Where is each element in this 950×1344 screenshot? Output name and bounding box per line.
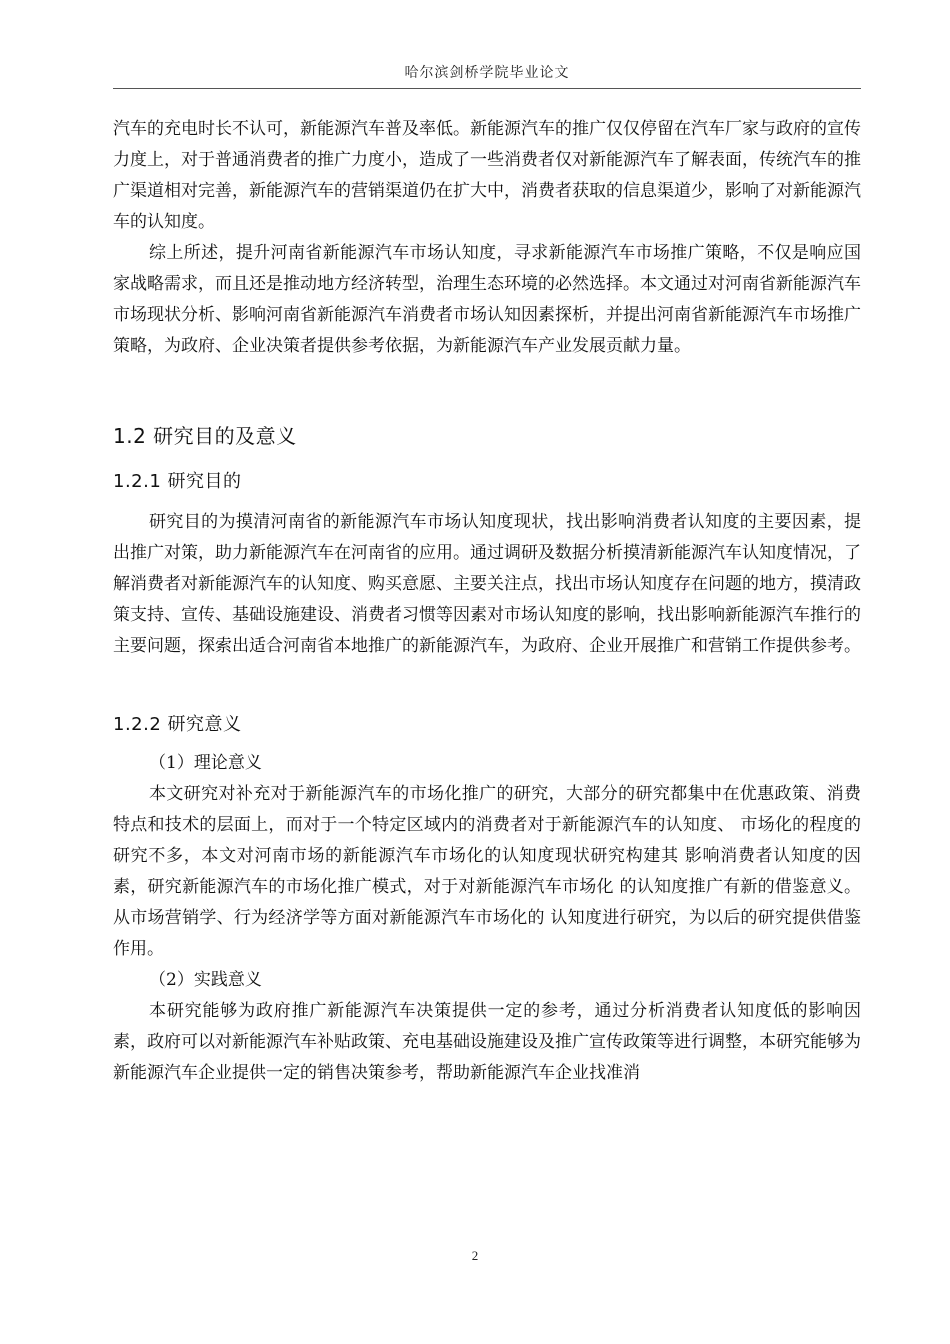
text-block-purpose [113, 507, 861, 662]
page-number: 2 [471, 1248, 479, 1263]
header-rule [113, 88, 861, 89]
subsection-label-practice: （2）实践意义 [149, 970, 262, 990]
text-block-intro [113, 114, 861, 362]
section-heading-1-2-2: 1.2.2 研究意义 [113, 714, 242, 735]
text-block-significance [113, 748, 861, 1089]
paragraph: 汽车的充电时长不认可，新能源汽车普及率低。新能源汽车的推广仅仅停留在汽车厂家与政府的宣传力度上，对于普通消费者的推广力度小，造成了一些消费者仅对新能源汽车了解表面，传统汽车的推广渠道相对完善，新能源汽车的营销渠道仍在扩大中，消费者获取的信息渠道少，影响了对新能源汽车的认知度。 [113, 119, 861, 232]
paragraph: 本文研究对补充对于新能源汽车的市场化推广的研究，大部分的研究都集中在优惠政策、消费特点和技术的层面上，而对于一个特定区域内的消费者对于新能源汽车的认知度、 市场化的程度的研究不多，本文对河南市场的新能源汽车市场化的认知度现状研究构建其 影响消费者认知度的因素，研究新能源汽车的市场化推广模式，对于对新能源汽车市场化 的认知度推广有新的借鉴意义。从市场营销学、行为经济学等方面对新能源汽车市场化的 认知度进行研究，为以后的研究提供借鉴作用。 [113, 784, 861, 959]
paragraph: 研究目的为摸清河南省的新能源汽车市场认知度现状，找出影响消费者认知度的主要因素，提出推广对策，助力新能源汽车在河南省的应用。通过调研及数据分析摸清新能源汽车认知度情况，了解消费者对新能源汽车的认知度、购买意愿、主要关注点，找出市场认知度存在问题的地方，摸清政策支持、宣传、基础设施建设、消费者习惯等因素对市场认知度的影响，找出影响新能源汽车推行的主要问题，探索出适合河南省本地推广的新能源汽车，为政府、企业开展推广和营销工作提供参考。 [113, 512, 861, 656]
subsection-label-theory: （1）理论意义 [149, 753, 262, 773]
paragraph: 综上所述，提升河南省新能源汽车市场认知度，寻求新能源汽车市场推广策略，不仅是响应国家战略需求，而且还是推动地方经济转型，治理生态环境的必然选择。本文通过对河南省新能源汽车市场现状分析、影响河南省新能源汽车消费者市场认知因素探析，并提出河南省新能源汽车市场推广策略，为政府、企业决策者提供参考依据，为新能源汽车产业发展贡献力量。 [113, 243, 861, 356]
section-heading-1-2-1: 1.2.1 研究目的 [113, 471, 242, 492]
section-heading-1-2: 1.2 研究目的及意义 [113, 424, 297, 448]
running-header: 哈尔滨剑桥学院毕业论文 [404, 65, 570, 81]
paragraph: 本研究能够为政府推广新能源汽车决策提供一定的参考，通过分析消费者认知度低的影响因素，政府可以对新能源汽车补贴政策、充电基础设施建设及推广宣传政策等进行调整，本研究能够为新能源汽车企业提供一定的销售决策参考，帮助新能源汽车企业找准消 [113, 1001, 861, 1083]
